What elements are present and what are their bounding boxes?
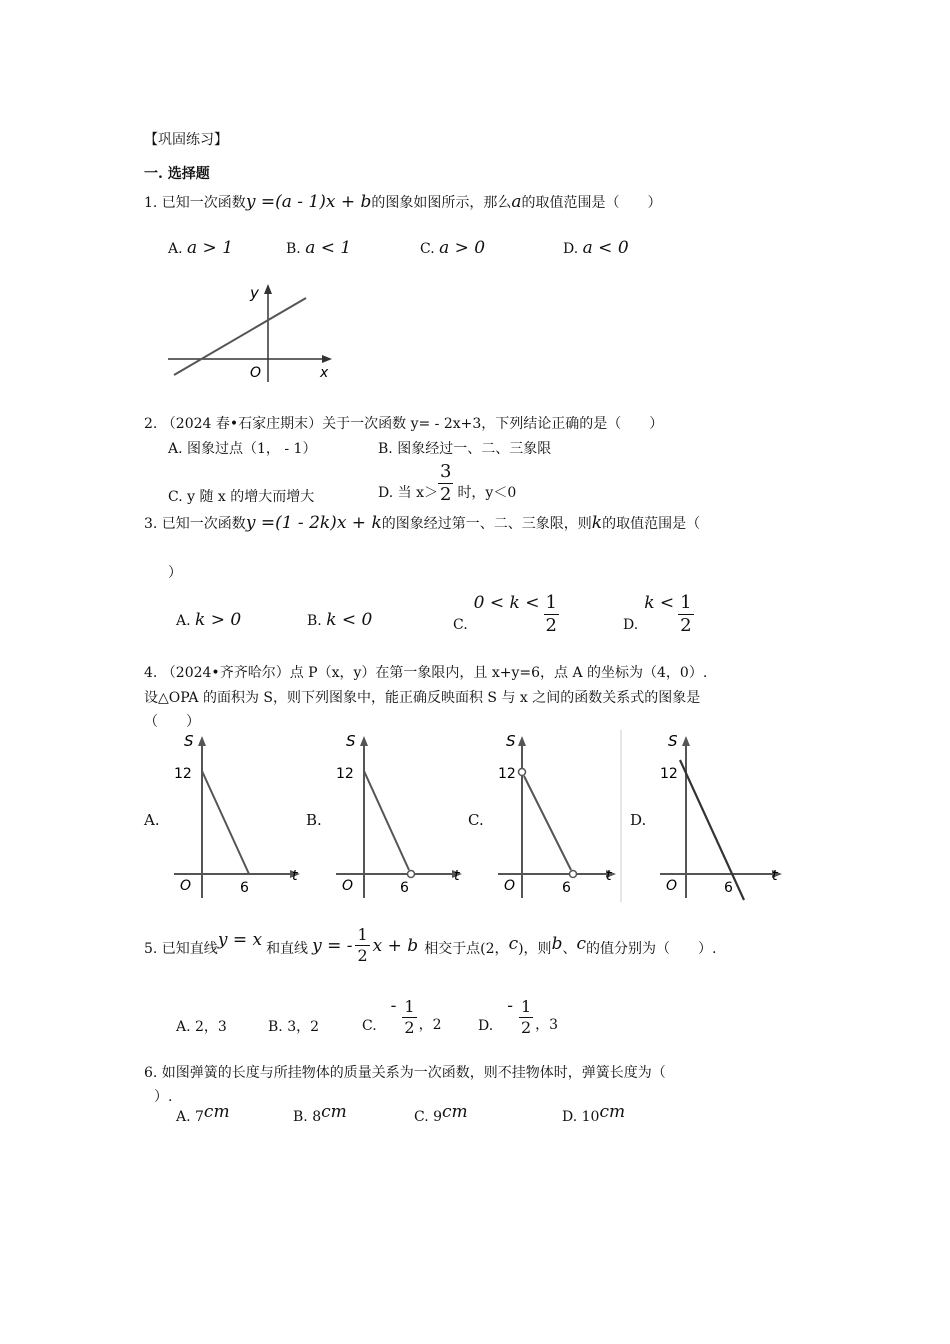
q5-option-a[interactable]: A. 2，3	[176, 1019, 227, 1035]
q1-y-arrow-icon	[264, 284, 272, 294]
q4-graph-c[interactable]	[494, 730, 629, 902]
q1-option-c-letter: C.	[420, 241, 435, 257]
question-2-stem: 2. （2024 春•石家庄期末）关于一次函数 y= - 2x+3，下列结论正确的是（ ）	[144, 416, 664, 432]
q4a-12-label: 12	[174, 766, 192, 782]
q3-option-c-num: 1	[545, 592, 557, 613]
q2-option-d-num: 3	[439, 461, 452, 482]
q3-var: k	[591, 513, 603, 533]
q4c-line	[524, 776, 571, 870]
q5-option-c-fraction	[402, 999, 416, 1036]
q5-eq2	[312, 927, 418, 964]
q3-mid: 的图象经过第一、二、三象限，则	[381, 516, 592, 532]
q5-mid1: 和直线	[266, 941, 309, 957]
q3-option-a[interactable]	[176, 610, 241, 630]
q4b-origin-label: O	[342, 878, 354, 894]
q1-x-arrow-icon	[322, 355, 332, 363]
q6-option-a-unit: cm	[203, 1102, 230, 1122]
q5-option-d-rest: ，3	[535, 1017, 559, 1033]
q5-b: b	[551, 934, 563, 954]
q5-c1: c	[508, 934, 519, 954]
q6-option-d-letter: D. 10	[562, 1109, 600, 1125]
q3-option-d[interactable]	[623, 585, 694, 635]
q1-graph	[160, 278, 340, 388]
q6-option-c[interactable]	[414, 1102, 468, 1126]
q4a-line	[202, 771, 249, 874]
q4-graph-b[interactable]	[332, 730, 467, 902]
q3-close-paren: ）	[168, 565, 182, 581]
q3-option-c-letter: C.	[453, 617, 468, 633]
q5-prefix: 5. 已知直线	[144, 941, 218, 957]
q2-option-d[interactable]	[378, 460, 516, 508]
q2-option-b[interactable]: B. 图象经过一、二、三象限	[378, 441, 552, 457]
q4-option-d-letter[interactable]: D.	[630, 811, 647, 829]
question-4-line-3: （ ）	[144, 714, 200, 730]
q4a-s-label: S	[184, 732, 194, 750]
part-heading: 一. 选择题	[144, 166, 210, 182]
q4c-s-arrow-icon	[518, 736, 526, 746]
q1-option-c[interactable]	[420, 238, 485, 258]
q3-option-c-left: 0 < k <	[473, 593, 540, 613]
q3-option-b-letter: B.	[307, 613, 322, 629]
q4-graph-a[interactable]	[170, 730, 305, 902]
q3-option-d-den: 2	[680, 615, 692, 636]
q4a-origin-label: O	[180, 878, 192, 894]
q4c-open-point-top	[519, 769, 526, 776]
q5-option-c[interactable]	[362, 984, 442, 1036]
q4b-line	[364, 771, 409, 870]
q5-eq2-fraction	[355, 927, 369, 964]
question-3-stem	[144, 513, 700, 533]
q3-option-c-fraction	[544, 594, 559, 635]
q4b-s-label: S	[346, 732, 356, 750]
q5-suffix: 的值分别为（ ）.	[585, 941, 717, 957]
question-5-stem	[144, 916, 717, 965]
question-4-line-2: 设△OPA 的面积为 S，则下列图象中，能正确反映面积 S 与 x 之间的函数关系式的图象是	[144, 690, 701, 706]
section-title: 【巩固练习】	[144, 132, 228, 148]
q2-option-a[interactable]: A. 图象过点（1， - 1）	[168, 441, 317, 457]
q3-option-c[interactable]	[453, 585, 559, 635]
q2-option-d-fraction	[438, 463, 453, 504]
q3-option-c-den: 2	[545, 615, 557, 636]
q3-suffix: 的取值范围是（	[602, 516, 701, 532]
q3-option-d-letter: D.	[623, 617, 639, 633]
q4c-6-label: 6	[562, 880, 571, 896]
q4a-t-label: t	[292, 868, 298, 884]
q1-option-a[interactable]	[168, 238, 233, 258]
q6-option-a[interactable]	[176, 1102, 230, 1126]
q6-option-a-letter: A. 7	[176, 1109, 204, 1125]
q3-option-d-fraction	[678, 594, 693, 635]
q1-option-b-math: a < 1	[305, 238, 352, 258]
q4b-12-label: 12	[336, 766, 354, 782]
q5-option-d-num: 1	[520, 997, 532, 1016]
q5-c2: c	[576, 934, 586, 954]
q4-option-a-letter[interactable]: A.	[144, 811, 160, 829]
q2-option-c[interactable]: C. y 随 x 的增大而增大	[168, 489, 315, 505]
question-4-line-1: 4. （2024•齐齐哈尔）点 P（x，y）在第一象限内，且 x+y=6，点 A 的坐标为（4，0）.	[144, 665, 708, 681]
q4b-t-label: t	[454, 868, 460, 884]
q4a-s-arrow-icon	[198, 736, 206, 746]
q4-option-b-letter[interactable]: B.	[306, 811, 322, 829]
q1-origin-label: O	[250, 365, 262, 381]
q5-option-c-minus: -	[390, 996, 397, 1016]
q4a-6-label: 6	[240, 880, 249, 896]
question-6-line-1: 6. 如图弹簧的长度与所挂物体的质量关系为一次函数，则不挂物体时，弹簧长度为（	[144, 1065, 666, 1081]
q1-option-b-letter: B.	[286, 241, 301, 257]
q3-option-b[interactable]	[307, 610, 372, 630]
q4d-origin-label: O	[666, 878, 678, 894]
q5-option-b[interactable]: B. 3，2	[268, 1019, 320, 1035]
q6-option-c-unit: cm	[442, 1102, 468, 1122]
q1-option-a-letter: A.	[168, 241, 183, 257]
q4b-s-arrow-icon	[360, 736, 368, 746]
q1-option-c-math: a > 0	[439, 238, 486, 258]
q3-option-d-left: k <	[644, 593, 675, 613]
q1-option-d-math: a < 0	[582, 238, 629, 258]
q4d-line	[680, 760, 744, 900]
q1-prefix: 1. 已知一次函数	[144, 195, 246, 211]
q4d-12-label: 12	[660, 766, 678, 782]
q5-option-d-letter: D.	[478, 1018, 494, 1034]
q1-mid: 的图象如图所示，那么	[371, 195, 512, 211]
q4c-s-label: S	[506, 732, 516, 750]
q4c-t-label: t	[606, 868, 612, 884]
q5-eq2-den: 2	[357, 946, 368, 965]
q5-option-c-den: 2	[404, 1018, 415, 1037]
q4d-s-label: S	[668, 732, 678, 750]
q2-option-d-prefix: D. 当 x＞	[378, 485, 438, 501]
q5-option-d-den: 2	[520, 1018, 532, 1037]
q6-option-d-unit: cm	[599, 1102, 626, 1122]
q5-mid3: )，则	[518, 941, 552, 957]
q4d-s-arrow-icon	[682, 736, 690, 746]
q1-option-a-math: a > 1	[187, 238, 234, 258]
q1-option-d-letter: D.	[563, 241, 579, 257]
question-1-stem	[144, 192, 662, 212]
q6-option-c-letter: C. 9	[414, 1109, 443, 1125]
q1-equation: y =(a - 1)x + b	[245, 192, 372, 212]
q4d-t-label: t	[772, 868, 778, 884]
q4d-6-label: 6	[724, 880, 733, 896]
q3-option-a-letter: A.	[176, 613, 191, 629]
q5-mid2: 相交于点(2，	[424, 941, 509, 957]
q1-line	[174, 298, 306, 375]
q3-option-a-math: k > 0	[195, 610, 242, 630]
q1-suffix: 的取值范围是（ ）	[521, 195, 662, 211]
q6-option-b-letter: B. 8	[293, 1109, 322, 1125]
q4-graph-d[interactable]	[656, 730, 791, 902]
q5-sep: 、	[562, 941, 577, 957]
q4-option-c-letter[interactable]: C.	[468, 811, 484, 829]
q6-option-d[interactable]	[562, 1102, 626, 1126]
q1-option-d[interactable]	[563, 238, 629, 258]
q3-prefix: 3. 已知一次函数	[144, 516, 246, 532]
q5-option-c-rest: ，2	[418, 1017, 442, 1033]
q2-option-d-suffix: 时，y＜0	[457, 485, 517, 501]
q5-eq2-left: y = -	[312, 935, 353, 956]
q6-option-b-unit: cm	[321, 1102, 347, 1122]
q1-x-label: x	[320, 365, 329, 381]
q4c-origin-label: O	[504, 878, 516, 894]
q5-eq2-right: x + b	[372, 935, 419, 956]
q5-eq2-num: 1	[357, 925, 368, 944]
q2-option-d-den: 2	[439, 484, 452, 505]
q6-option-b[interactable]	[293, 1102, 347, 1126]
q5-eq1: y = x	[217, 930, 263, 950]
q5-option-c-letter: C.	[362, 1018, 377, 1034]
q1-option-b[interactable]	[286, 238, 351, 258]
q5-option-d-fraction	[519, 999, 533, 1036]
q1-y-label: y	[250, 284, 259, 302]
q1-var: a	[511, 192, 522, 212]
question-6-line-2: ）.	[154, 1089, 173, 1105]
q3-equation: y =(1 - 2k)x + k	[245, 513, 382, 533]
q4c-open-point-bottom	[570, 871, 577, 878]
q4b-6-label: 6	[400, 880, 409, 896]
q5-option-d[interactable]	[478, 984, 558, 1036]
q3-option-b-math: k < 0	[326, 610, 373, 630]
q3-option-d-num: 1	[680, 592, 692, 613]
q5-option-c-num: 1	[404, 997, 415, 1016]
q5-option-d-minus: -	[507, 996, 513, 1016]
q4b-open-point	[408, 871, 415, 878]
q4c-12-label: 12	[498, 766, 516, 782]
